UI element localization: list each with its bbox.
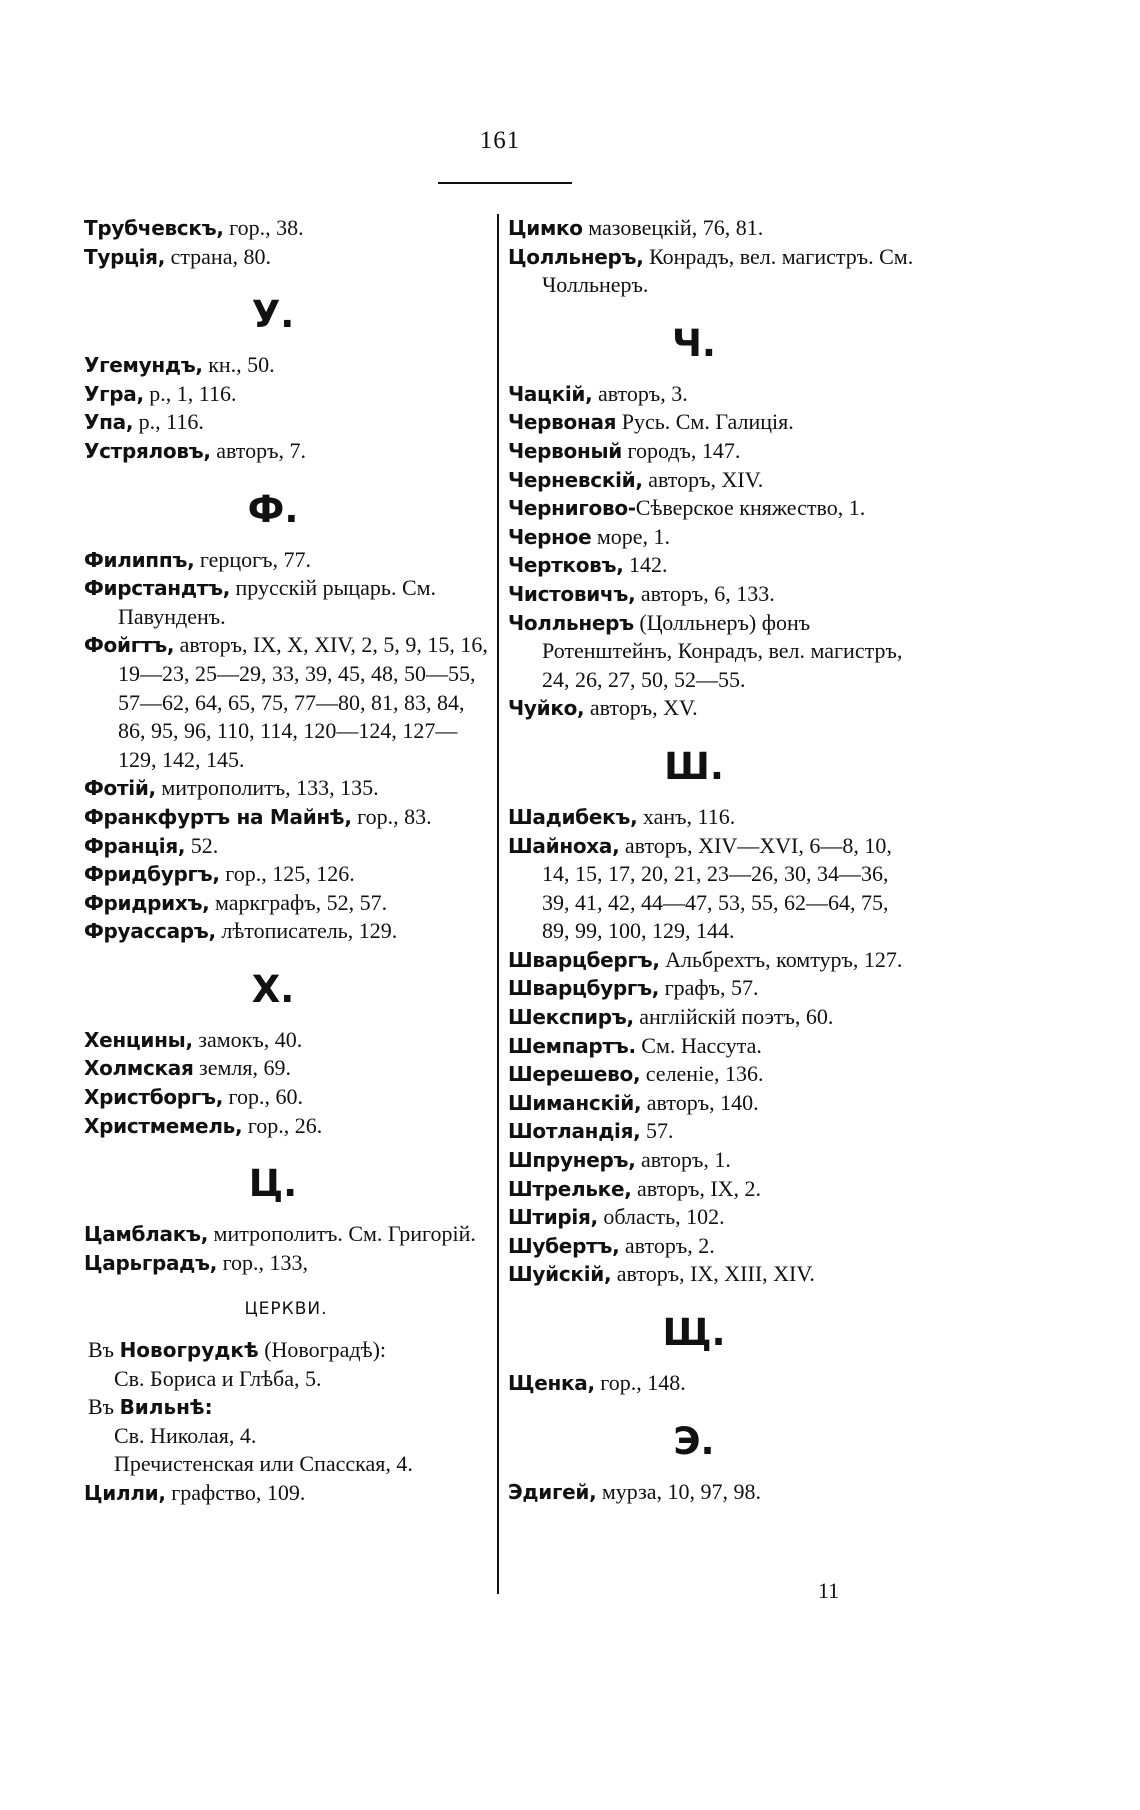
index-entry: Угра, р., 1, 116. <box>84 380 237 406</box>
index-entry: Шекспиръ, англійскій поэтъ, 60. <box>508 1004 834 1030</box>
index-entry: Чолльнеръ (Цолльнеръ) фонъ Ротенштейнъ, Конрадъ, вел. магистръ, 24, 26, 27, 50, 52—55. <box>508 609 903 692</box>
index-entry: Фойгтъ, авторъ, IX, X, XIV, 2, 5, 9, 15, 16, 19—23, 25—29, 33, 39, 45, 48, 50—55, 57—62, 64, 65, 75, 77—80, 81, 83, 84, 86, 95, 96, 110, 114, 120—124, 127—129, 142, 145. <box>84 632 488 772</box>
index-entry: Черневскій, авторъ, XIV. <box>508 466 764 492</box>
index-entry: Чацкій, авторъ, 3. <box>508 380 688 406</box>
index-entry: Червоный городъ, 147. <box>508 437 741 463</box>
index-entry: Угемундъ, кн., 50. <box>84 352 275 378</box>
index-entry: Шварцбургъ, графъ, 57. <box>508 975 759 1001</box>
index-entry: Чертковъ, 142. <box>508 552 668 578</box>
index-entry: Червоная Русь. См. Галиція. <box>508 409 794 435</box>
index-entry: Филиппъ, герцогъ, 77. <box>84 546 312 572</box>
index-entry: Устряловъ, авторъ, 7. <box>84 437 307 463</box>
index-entry: Христмемель, гор., 26. <box>84 1112 323 1138</box>
church-item: Пречистенская или Спасская, 4. <box>114 1451 413 1477</box>
church-item: Св. Бориса и Глѣба, 5. <box>114 1365 322 1391</box>
index-entry: Штрельке, авторъ, IX, 2. <box>508 1175 762 1201</box>
signature-mark: 11 <box>818 1578 840 1603</box>
left-column <box>84 214 488 1508</box>
index-entry: Щенка, гор., 148. <box>508 1370 686 1395</box>
letter-heading: Ц. <box>248 1162 298 1206</box>
index-entry: Чистовичъ, авторъ, 6, 133. <box>508 580 775 606</box>
index-entry: Шотландія, 57. <box>508 1118 674 1144</box>
index-entry: Шерешево, селеніе, 136. <box>508 1061 764 1087</box>
index-entry: Чуйко, авторъ, XV. <box>508 695 698 721</box>
index-entry: Шиманскій, авторъ, 140. <box>508 1089 759 1115</box>
index-entry: Чернигово-Сѣверское княжество, 1. <box>508 495 866 521</box>
index-entry: Шубертъ, авторъ, 2. <box>508 1232 715 1258</box>
letter-heading: Ш. <box>664 744 724 788</box>
index-entry: Фридрихъ, маркграфъ, 52, 57. <box>84 889 388 915</box>
index-entry: Шемпартъ. См. Нассута. <box>508 1032 762 1058</box>
index-entry: Шайноха, авторъ, XIV—XVI, 6—8, 10, 14, 15, 17, 20, 21, 23—26, 30, 34—36, 39, 41, 42, 44—47, 53, 55, 62—64, 75, 89, 99, 100, 129, 144. <box>508 832 892 944</box>
index-entry: Цолльнеръ, Конрадъ, вел. магистръ. См. Чолльнеръ. <box>508 243 914 298</box>
page-number-rule <box>438 182 572 184</box>
index-entry: Цамблакъ, митрополитъ. См. Григорій. <box>84 1221 476 1247</box>
index-entry: Холмская земля, 69. <box>84 1055 292 1081</box>
index-entry: Черное море, 1. <box>508 523 671 549</box>
church-location: Въ Вильнѣ: <box>88 1394 213 1420</box>
index-entry: Упа, р., 116. <box>84 409 204 435</box>
index-entry: Франція, 52. <box>84 832 219 858</box>
index-entry: Шпрунеръ, авторъ, 1. <box>508 1147 731 1173</box>
index-entry: Фирстандтъ, прусскій рыцарь. См. Павунденъ. <box>84 575 437 629</box>
letter-heading: Щ. <box>662 1311 726 1354</box>
index-entry: Цилли, графство, 109. <box>84 1480 306 1505</box>
column-divider <box>497 214 499 1594</box>
letter-heading: У. <box>251 293 295 337</box>
index-entry: Шадибекъ, ханъ, 116. <box>508 803 736 829</box>
index-entry: Франкфуртъ на Майнѣ, гор., 83. <box>84 803 432 829</box>
letter-heading: Х. <box>251 967 295 1011</box>
index-entry: Фруассаръ, лѣтописатель, 129. <box>84 918 398 944</box>
index-entry: Эдигей, мурза, 10, 97, 98. <box>508 1478 762 1504</box>
index-entry: Царьградъ, гор., 133, <box>84 1249 309 1275</box>
churches-heading: ЦЕРКВИ. <box>244 1299 328 1320</box>
church-location: Въ Новогрудкѣ (Новоградѣ): <box>88 1337 387 1363</box>
letter-heading: Э. <box>673 1419 715 1463</box>
page-number: 161 <box>479 127 521 154</box>
index-entry: Цимко мазовецкій, 76, 81. <box>508 215 764 240</box>
index-entry: Штирія, область, 102. <box>508 1204 725 1230</box>
index-entry: Турція, страна, 80. <box>84 243 271 269</box>
index-entry: Шуйскій, авторъ, IX, XIII, XIV. <box>508 1261 815 1287</box>
letter-heading: Ф. <box>247 487 299 531</box>
index-entry: Хенцины, замокъ, 40. <box>84 1026 303 1052</box>
index-entry: Христборгъ, гор., 60. <box>84 1084 303 1110</box>
index-entry: Трубчевскъ, гор., 38. <box>84 215 304 240</box>
index-entry: Фридбургъ, гор., 125, 126. <box>84 861 355 887</box>
church-item: Св. Николая, 4. <box>114 1422 257 1448</box>
index-entry: Фотій, митрополитъ, 133, 135. <box>84 775 379 801</box>
right-column <box>508 214 920 1506</box>
letter-heading: Ч. <box>672 321 716 365</box>
index-entry: Шварцбергъ, Альбрехтъ, комтуръ, 127. <box>508 946 903 972</box>
